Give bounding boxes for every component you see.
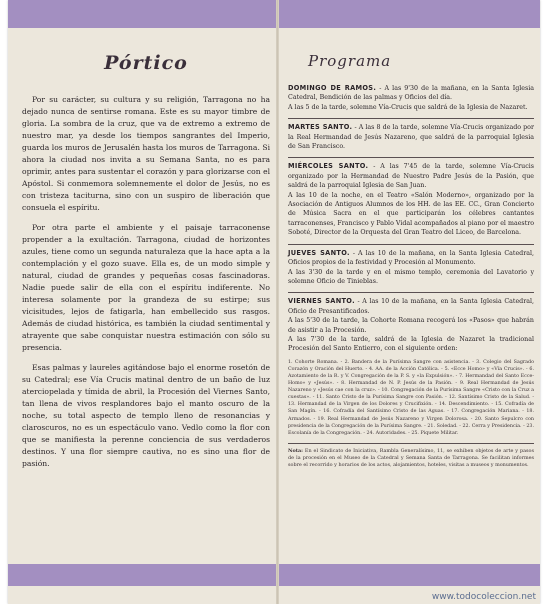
purple-band-bottom-right — [279, 564, 540, 586]
page-fold — [276, 0, 279, 604]
entry-separator — [288, 157, 534, 158]
entry-line: - A las 7'45 de la tarde, solemne Vía-Crucis organizado por la Hermandad de Nuestro Padre Jesús de la Pasión, que saldrá de la parroquial Iglesia de San Juan. — [288, 163, 534, 190]
note-lead: Nota: — [288, 447, 303, 454]
program-entry — [288, 162, 534, 242]
entry-line: A las 3'30 de la tarde y en el mismo templo, ceremonia del Lavatorio y solemne Oficio de Tinieblas. — [288, 268, 534, 285]
purple-band-top-right — [279, 0, 540, 28]
entry-line: A las 5'30 de la tarde, la Cohorte Romana recogerá los «Pasos» que habrán de asistir a la Procesión. — [288, 317, 534, 334]
note-text: En el Sindicato de Iniciativa, Rambla Generalísimo, 11, se exhiben objetos de arte y pasos de la procesión en el Museo de la Catedral y Semana Santa de Tarragona. Se facilitan informes sobre el recorrido y horarios de los actos, alojamientos, hoteles, visitas a museos y monumentos. — [288, 447, 534, 468]
entry-day: MIÉRCOLES SANTO. — [288, 162, 369, 171]
entry-line: A las 10 de la noche, en el Teatro «Salón Moderno», organizado por la Asociación de Antiguos Alumnos de los HH. de las EE. CC., Gran Concierto de Música Sacra en el que participarán los célebres cantantes tarraconenses, Francisco y Pablo Vidal acompañados al piano por el maestro Soboté, Director de la Orquesta del Gran Teatro del Liceo, de Barcelona. — [288, 191, 534, 237]
programa-heading: Programa — [308, 52, 392, 70]
note-separator — [288, 443, 534, 444]
paragraph-2: Por otra parte el ambiente y el paisaje tarraconense propender a la exultación. Tarragona, ciudad de horizontes azules, tiene como un segunda naturaleza que la hace apta a la contemplación y el gozo suave. Ella es, de un modo simple y natural, ciudad de grandes y pequeñas cosas fascinadoras. Nadie puede salir de ella con el espíritu indiferente. No interesa solamente por la grandeza de su estirpe; sus vicisitudes, lejos de fatigarla, han embellecido sus rasgos. Además de ciudad histórica, es también la ciudad sentimental y atrayente que sabe conquistar nuestra estimación con sólo su presencia. — [22, 223, 270, 352]
portico-heading: Pórtico — [104, 52, 188, 74]
left-page — [22, 52, 270, 478]
procession-order-list: 1. Cohorte Romana. - 2. Bandera de la Purísima Sangre con asistencia. - 3. Colegio del Sagrado Corazón y Oración del Huerto. - 4. AA. de la Acción Católica. - 5. «Ecce Homo» y «Vía Crucis». - 6. Azotamiento de la R. y V. Congregación de la P. S. y «la Expulsión». - 7. Hermandad del Santo Ecce-Homo» y «Jesús». - 8. Hermandad de N. P. Jesús de la Pasión. - 9. Real Hermandad de Jesús Nazareno y «Jesús cae con la cruz». - 10. Congregación de la Purísima Sangre «Cristo con la Cruz a cuestas». - 11. Santo Cristo de la Purísima Sangre con Pasión. - 12. Santísimo Cristo de la Salud. - 13. Hermandad de la Virgen de los Dolores y Crucifixión. - 14. Descendimiento. - 15. Cofradía de San Magín. - 16. Cofradía del Santísimo Cristo de las Aguas. - 17. Congregación Mariana. - 18. Armados. - 19. Real Hermandad de Jesús Nazareno y Virgen Dolorosa. - 20. Santo Sepulcro con presidencia de la Congregación de la Purísima Sangre. - 21. Soledad. - 22. Cerra y Presidencia. - 23. Escolanía de la Congregación. - 24. Autoridades. - 25. Piquete Militar. — [288, 359, 534, 436]
entry-line: - A las 10 de la mañana, en la Santa Iglesia Catedral, Oficios propios de la festividad y Procesión al Monumento. — [288, 249, 534, 267]
program-entry — [288, 123, 534, 156]
entry-day: MARTES SANTO. — [288, 123, 353, 132]
entry-line: - A las 9'30 de la mañana, en la Santa Iglesia Catedral, Bendición de las palmas y Oficios del día. — [288, 85, 534, 102]
entry-day: JUEVES SANTO. — [288, 248, 350, 257]
entry-line: - A las 8 de la tarde, solemne Vía-Crucis organizado por la Real Hermandad de Jesús Nazareno, que saldrá de la parroquial Iglesia de San Francisco. — [288, 124, 534, 151]
program-entry — [288, 84, 534, 117]
program-entry — [288, 297, 534, 358]
program-entry — [288, 249, 534, 292]
entry-day: VIERNES SANTO. — [288, 297, 355, 306]
entry-line: - A las 10 de la mañana, en la Santa Iglesia Catedral, Oficio de Presantificados. — [288, 298, 534, 315]
watermark-text: www.todocoleccion.net — [431, 592, 536, 602]
right-page — [288, 52, 534, 474]
paragraph-1: Por su carácter, su cultura y su religión, Tarragona no ha dejado nunca de sentirse romana. Este es su mayor timbre de gloria. La sombra de la cruz, que va de extremo a extremo de nuestro mar, ya desde los tiempos sangrantes del Imperio, guarda los muros de Jerusalén hasta los muros de Tarragona. Si ahora la ciudad nos invita a su Semana Santa, no es para oprimir, antes para sustentar el corazón y para glorizarse con el Apóstol. Si conmemora solemnemente el dolor de Jesús, no es con tristeza taciturna, sino con un suspiro de liberación que consuela el espíritu. — [22, 95, 270, 212]
entry-separator — [288, 244, 534, 245]
brochure-sheet — [8, 0, 540, 604]
entry-day: DOMINGO DE RAMOS. — [288, 84, 377, 92]
purple-band-bottom-left — [8, 564, 276, 586]
entry-separator — [288, 118, 534, 119]
entry-separator — [288, 292, 534, 293]
purple-band-top-left — [8, 0, 276, 28]
paragraph-3: Esas palmas y laureles agitándose bajo el enorme rosetón de su Catedral; ese Vía Crucis matinal dentro de un baño de luz aterciopelada y tímida de abril, la Procesión del Viernes Santo, tan llena de vivos resplandores bajo el manto oscuro de la noche, su total aspecto de templo lleno de resonancias y claroscuros, no es un espectáculo vano. Vedlo como la flor con que se manifiesta la perenne conciencia de sus verdaderos destinos. Y una flor siempre cautiva, no es sino una flor de pasión. — [22, 363, 270, 468]
entry-line: A las 7'30 de la tarde, saldrá de la Iglesia de Nazaret la tradicional Procesión del Santo Entierro, con el siguiente orden: — [288, 335, 534, 353]
entry-line: A las 5 de la tarde, solemne Vía-Crucis que saldrá de la Iglesia de Nazaret. — [288, 103, 528, 111]
program-note — [288, 448, 534, 469]
